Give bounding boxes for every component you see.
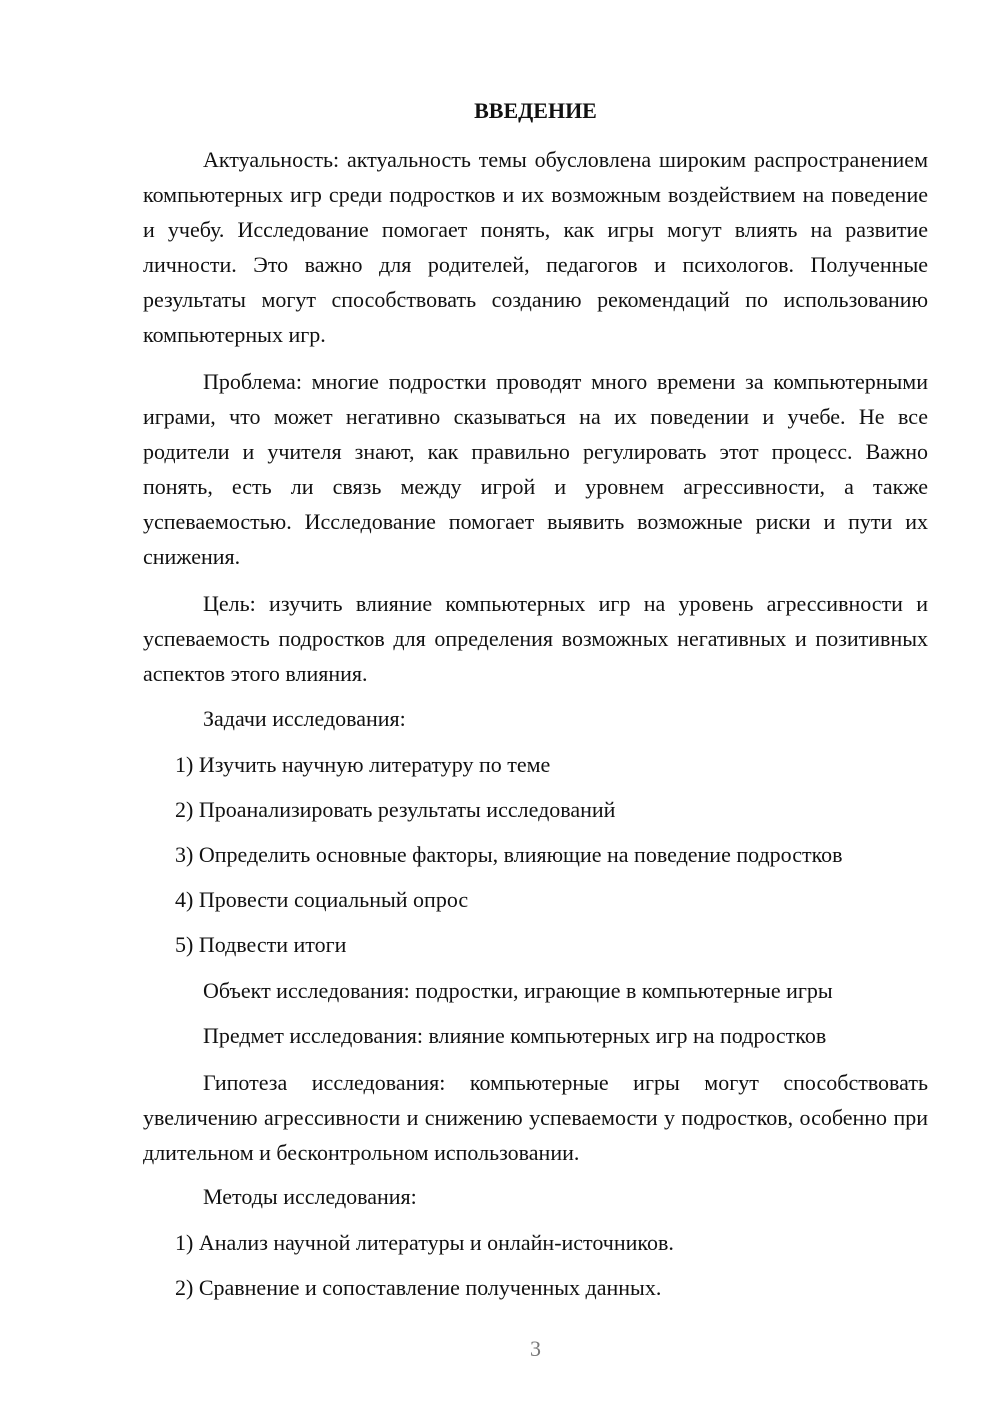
methods-heading: Методы исследования: (203, 1184, 417, 1209)
task-item: 1) Изучить научную литературу по теме (175, 752, 551, 777)
page-number: 3 (530, 1336, 541, 1361)
method-item: 2) Сравнение и сопоставление полученных данных. (175, 1275, 662, 1300)
task-item: 2) Проанализировать результаты исследований (175, 797, 616, 822)
object-line: Объект исследования: подростки, играющие в компьютерные игры (203, 978, 833, 1003)
task-item: 3) Определить основные факторы, влияющие на поведение подростков (175, 842, 843, 867)
task-item: 5) Подвести итоги (175, 932, 347, 957)
subject-line: Предмет исследования: влияние компьютерных игр на подростков (203, 1023, 827, 1048)
method-item: 1) Анализ научной литературы и онлайн-источников. (175, 1230, 674, 1255)
page-title: ВВЕДЕНИЕ (474, 98, 597, 123)
problem-paragraph: Проблема: многие подростки проводят много времени за компьютерными играми, что может негативно сказываться на их поведении и учебе. Не все родители и учителя знают, как правильно регулировать этот процесс. Важно понять, есть ли связь между игрой и уровнем агрессивности, а также успеваемостью. Исследование помогает выявить возможные риски и пути их снижения. (143, 369, 928, 569)
goal-paragraph: Цель: изучить влияние компьютерных игр на уровень агрессивности и успеваемость подростков для определения возможных негативных и позитивных аспектов этого влияния. (143, 591, 928, 686)
task-item: 4) Провести социальный опрос (175, 887, 469, 912)
tasks-heading: Задачи исследования: (203, 706, 406, 731)
hypothesis-paragraph: Гипотеза исследования: компьютерные игры могут способствовать увеличению агрессивности и снижению успеваемости у подростков, особенно при длительном и бесконтрольном использовании. (143, 1070, 928, 1165)
relevance-paragraph: Актуальность: актуальность темы обусловлена широким распространением компьютерных игр среди подростков и их возможным воздействием на поведение и учебу. Исследование помогает понять, как игры могут влиять на развитие личности. Это важно для родителей, педагогов и психологов. Полученные результаты могут способствовать созданию рекомендаций по использованию компьютерных игр. (143, 147, 928, 347)
